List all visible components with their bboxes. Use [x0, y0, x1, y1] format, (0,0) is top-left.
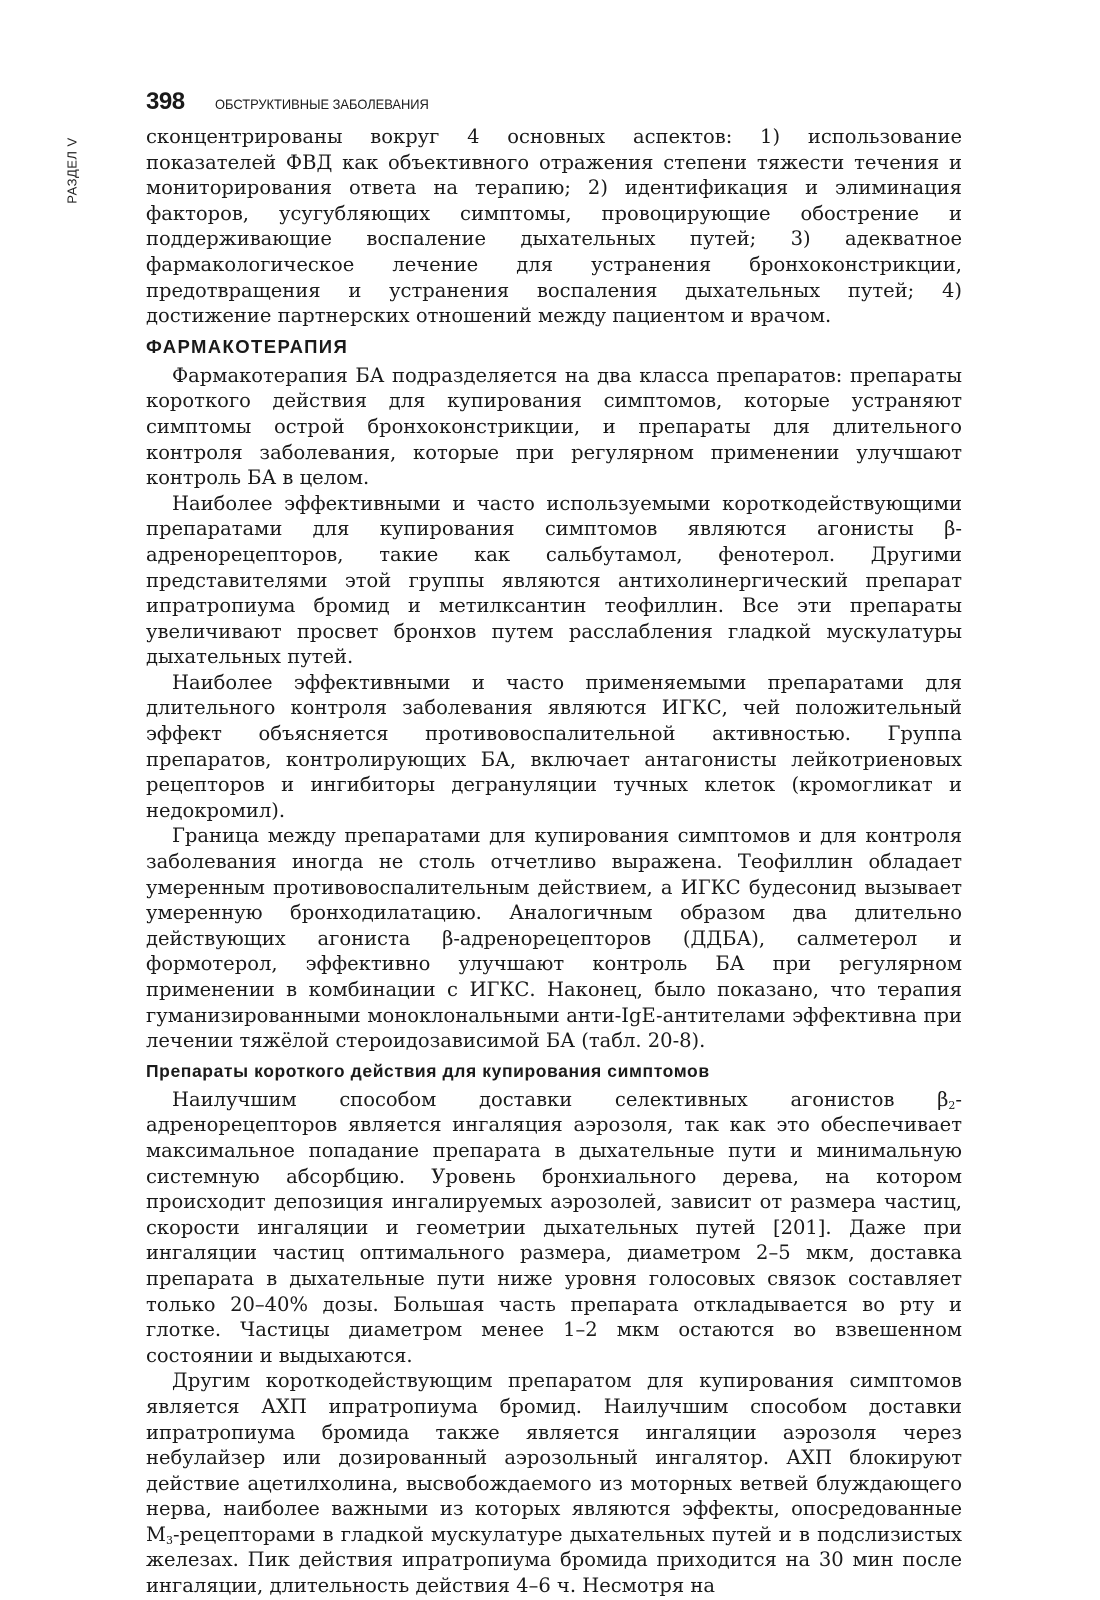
- paragraph-text: Наилучшим способом доставки селективных агонистов β: [172, 1087, 949, 1111]
- subscript: 3: [165, 1533, 173, 1547]
- paragraph-text: Другим короткодействующим препаратом для купирования симптомов является АХП ипратропиума бромид. Наилучшим способом доставки ипратропиума бромида также является ингаляции аэрозоля через небулайзер или дозированный аэрозольный ингалятор. АХП блокируют действие ацетилхолина, высвобождаемого из моторных ветвей блуждающего нерва, наиболее важными из которых являются эффекты, опосредованные М: [146, 1369, 962, 1546]
- page-header: [146, 88, 447, 116]
- page-number: 398: [146, 88, 185, 115]
- section-side-label-text: РАЗДЕЛ V: [64, 136, 80, 204]
- body-paragraph: Граница между препаратами для купирования симптомов и для контроля заболевания иногда не столь отчетливо выражена. Теофиллин обладает умеренным противовоспалительным действием, а ИГКС будесонид вызывает умеренную бронходилатацию. Аналогичным образом два длительно действующих агониста β-адренорецепторов (ДДБА), салметерол и формотерол, эффективно улучшают контроль БА при регулярном применении в комбинации с ИГКС. Наконец, было показано, что терапия гуманизированными моноклональными анти-IgE-антителами эффективна при лечении тяжёлой стероидозависимой БА (табл. 20-8).: [146, 824, 962, 1053]
- body-paragraph: [146, 1087, 962, 1369]
- paragraph-text: -рецепторами в гладкой мускулатуре дыхательных путей и в подслизистых железах. Пик действия ипратропиума бромида приходится на 30 мин после ингаляции, длительность действия 4–6 ч. Несмотря на: [146, 1522, 962, 1598]
- section-heading: ФАРМАКОТЕРАПИЯ: [146, 335, 349, 357]
- section-side-label: [62, 128, 82, 212]
- subscript: 2: [948, 1098, 956, 1112]
- body-paragraph: Наиболее эффективными и часто применяемыми препаратами для длительного контроля заболевания являются ИГКС, чей положительный эффект объясняется противовоспалительной активностью. Группа препаратов, контролирующих БА, включает антагонисты лейкотриеновых рецепторов и ингибиторы дегрануляции тучных клеток (кромогликат и недокромил).: [146, 670, 962, 822]
- body-paragraph: [146, 1368, 962, 1598]
- paragraph-text: -адренорецепторов является ингаляция аэрозоля, так как это обеспечивает максимальное попадание препарата в дыхательные пути и минимальную системную абсорбцию. Уровень бронхиального дерева, на котором происходит депозиция ингалируемых аэрозолей, зависит от размера частиц, скорости ингаляции и геометрии дыхательных путей [201]. Даже при ингаляции частиц оптимального размера, диаметром 2–5 мкм, доставка препарата в дыхательные пути ниже уровня голосовых связок составляет только 20–40% дозы. Большая часть препарата откладывается во рту и глотке. Частицы диаметром менее 1–2 мкм остаются во взвешенном состоянии и выдыхаются.: [146, 1087, 962, 1367]
- page-body: [146, 124, 962, 1599]
- running-head: ОБСТРУКТИВНЫЕ ЗАБОЛЕВАНИЯ: [214, 96, 429, 112]
- subsection-heading: Препараты короткого действия для купирования симптомов: [146, 1060, 710, 1081]
- body-paragraph: Фармакотерапия БА подразделяется на два класса препаратов: препараты короткого действия для купирования симптомов, которые устраняют симптомы острой бронхоконстрикции, и препараты для длительного контроля заболевания, которые при регулярном применении улучшают контроль БА в целом.: [146, 363, 962, 490]
- body-paragraph: Наиболее эффективными и часто используемыми короткодействующими препаратами для купирования симптомов являются агонисты β-адренорецепторов, такие как сальбутамол, фенотерол. Другими представителями этой группы являются антихолинергический препарат ипратропиума бромид и метилксантин теофиллин. Все эти препараты увеличивают просвет бронхов путем расслабления гладкой мускулатуры дыхательных путей.: [146, 491, 962, 669]
- intro-paragraph: сконцентрированы вокруг 4 основных аспектов: 1) использование показателей ФВД как объективного отражения степени тяжести течения и мониторирования ответа на терапию; 2) идентификация и элиминация факторов, усугубляющих симптомы, провоцирующие обострение и поддерживающие воспаление дыхательных путей; 3) адекватное фармакологическое лечение для устранения бронхоконстрикции, предотвращения и устранения воспаления дыхательных путей; 4) достижение партнерских отношений между пациентом и врачом.: [146, 125, 962, 328]
